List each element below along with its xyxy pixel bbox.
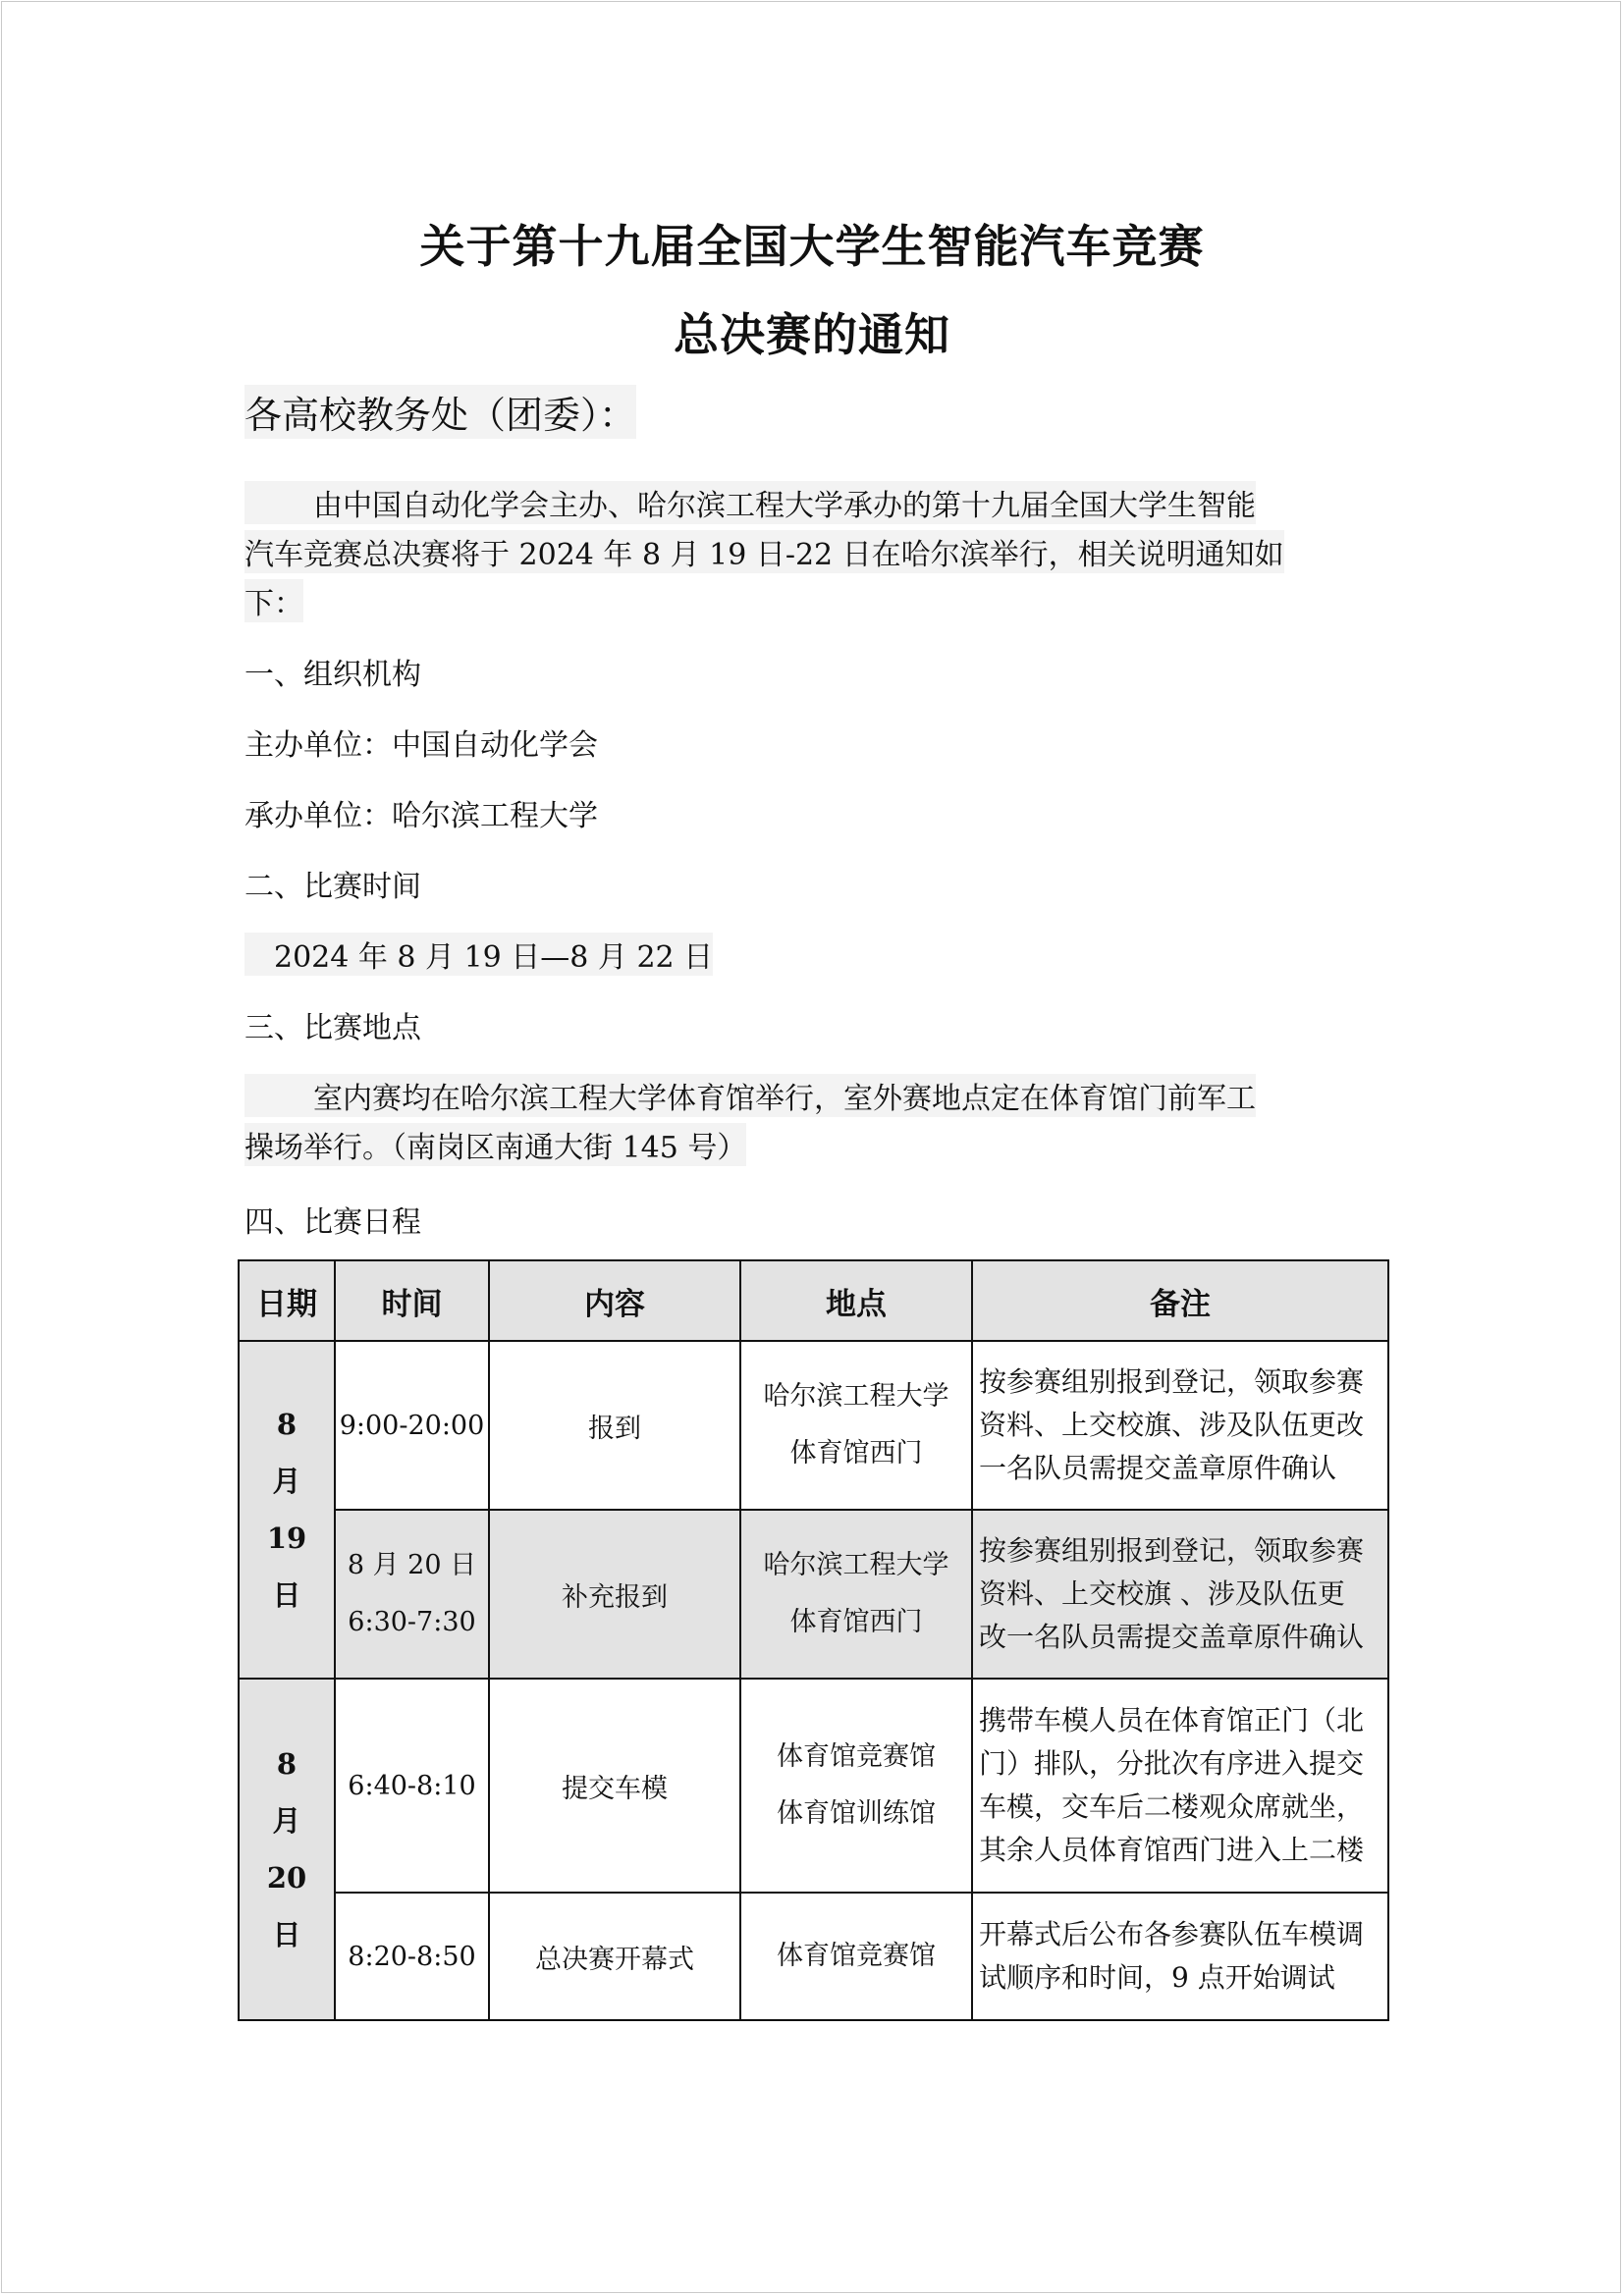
- date-part: 8: [276, 1747, 298, 1781]
- time-cell: [335, 1679, 489, 1893]
- section-heading-venue: 三、比赛地点: [244, 1011, 421, 1045]
- date-part: 日: [272, 1578, 301, 1612]
- time-text: 6:40-8:10: [348, 1770, 476, 1801]
- content-text: 报到: [588, 1413, 641, 1444]
- location-cell: [740, 1510, 972, 1679]
- content-cell: [489, 1510, 740, 1679]
- note-line: 其余人员体育馆西门进入上二楼: [979, 1834, 1365, 1866]
- location-cell: [740, 1341, 972, 1510]
- header-notes: 备注: [972, 1260, 1388, 1341]
- date-part: 月: [272, 1465, 301, 1498]
- competition-dates: 2024 年 8 月 19 日—8 月 22 日: [244, 933, 713, 976]
- section-heading-time: 二、比赛时间: [244, 870, 421, 904]
- time-cell: [335, 1510, 489, 1679]
- note-line: 携带车模人员在体育馆正门（北: [979, 1704, 1365, 1736]
- location-cell: [740, 1893, 972, 2020]
- table-row: [239, 1679, 1388, 1893]
- document-title-line-2: 总决赛的通知: [674, 308, 950, 361]
- salutation: 各高校教务处（团委）：: [244, 385, 636, 439]
- date-part: 日: [272, 1918, 301, 1951]
- note-line: 试顺序和时间，9 点开始调试: [979, 1961, 1335, 1994]
- header-time: 时间: [335, 1260, 489, 1341]
- location-line: 体育馆西门: [789, 1607, 923, 1637]
- intro-line-3: 下：: [244, 579, 303, 622]
- header-content: 内容: [489, 1260, 740, 1341]
- note-line: 改一名队员需提交盖章原件确认: [979, 1621, 1365, 1653]
- notes-cell: [972, 1679, 1388, 1893]
- note-line: 开幕式后公布各参赛队伍车模调: [979, 1918, 1365, 1950]
- notes-cell: [972, 1893, 1388, 2020]
- time-text: 8 月 20 日: [347, 1550, 477, 1580]
- schedule-table: [238, 1259, 1389, 2021]
- content-text: 总决赛开幕式: [535, 1944, 694, 1975]
- section-heading-schedule: 四、比赛日程: [244, 1205, 421, 1240]
- location-line: 体育馆训练馆: [777, 1798, 936, 1829]
- notes-cell: [972, 1510, 1388, 1679]
- note-line: 按参赛组别报到登记，领取参赛: [979, 1534, 1365, 1567]
- note-line: 一名队员需提交盖章原件确认: [979, 1452, 1337, 1484]
- location-line: 哈尔滨工程大学: [763, 1381, 949, 1412]
- header-date: 日期: [239, 1260, 335, 1341]
- time-text: 6:30-7:30: [348, 1607, 476, 1637]
- content-cell: [489, 1679, 740, 1893]
- content-cell: [489, 1341, 740, 1510]
- date-cell-day-2: [239, 1679, 335, 2020]
- date-part: 20: [266, 1861, 307, 1895]
- date-part: 月: [272, 1804, 301, 1838]
- time-text: 8:20-8:50: [348, 1941, 476, 1972]
- venue-line-2: 操场举行。（南岗区南通大街 145 号）: [244, 1123, 746, 1166]
- table-header-row: [239, 1260, 1388, 1341]
- organizer-line: 主办单位：中国自动化学会: [244, 728, 598, 763]
- time-cell: [335, 1893, 489, 2020]
- table-row: [239, 1510, 1388, 1679]
- section-heading-organization: 一、组织机构: [244, 658, 421, 692]
- location-line: 体育馆竞赛馆: [777, 1941, 936, 1971]
- date-cell-day-1: [239, 1341, 335, 1679]
- note-line: 车模，交车后二楼观众席就坐，: [979, 1790, 1365, 1823]
- table-row: [239, 1341, 1388, 1510]
- note-line: 门）排队，分批次有序进入提交: [979, 1747, 1365, 1780]
- location-cell: [740, 1679, 972, 1893]
- content-text: 补充报到: [562, 1581, 668, 1613]
- host-line: 承办单位：哈尔滨工程大学: [244, 799, 598, 833]
- time-text: 9:00-20:00: [339, 1410, 485, 1441]
- content-text: 提交车模: [562, 1773, 668, 1804]
- date-part: 8: [276, 1408, 298, 1441]
- note-line: 按参赛组别报到登记，领取参赛: [979, 1365, 1365, 1398]
- notes-cell: [972, 1341, 1388, 1510]
- intro-line-2: 汽车竞赛总决赛将于 2024 年 8 月 19 日-22 日在哈尔滨举行，相关说明通知如: [244, 530, 1284, 573]
- intro-line-1: 由中国自动化学会主办、哈尔滨工程大学承办的第十九届全国大学生智能: [244, 481, 1256, 524]
- header-location: 地点: [740, 1260, 972, 1341]
- time-cell: [335, 1341, 489, 1510]
- location-line: 哈尔滨工程大学: [763, 1550, 949, 1580]
- table-row: [239, 1893, 1388, 2020]
- content-cell: [489, 1893, 740, 2020]
- document-title-line-1: 关于第十九届全国大学生智能汽车竞赛: [419, 220, 1205, 273]
- location-line: 体育馆竞赛馆: [777, 1741, 936, 1772]
- location-line: 体育馆西门: [789, 1438, 923, 1468]
- note-line: 资料、上交校旗、涉及队伍更改: [979, 1409, 1365, 1441]
- date-part: 19: [266, 1522, 307, 1555]
- venue-line-1: 室内赛均在哈尔滨工程大学体育馆举行，室外赛地点定在体育馆门前军工: [244, 1074, 1256, 1117]
- note-line: 资料、上交校旗 、涉及队伍更: [979, 1577, 1345, 1610]
